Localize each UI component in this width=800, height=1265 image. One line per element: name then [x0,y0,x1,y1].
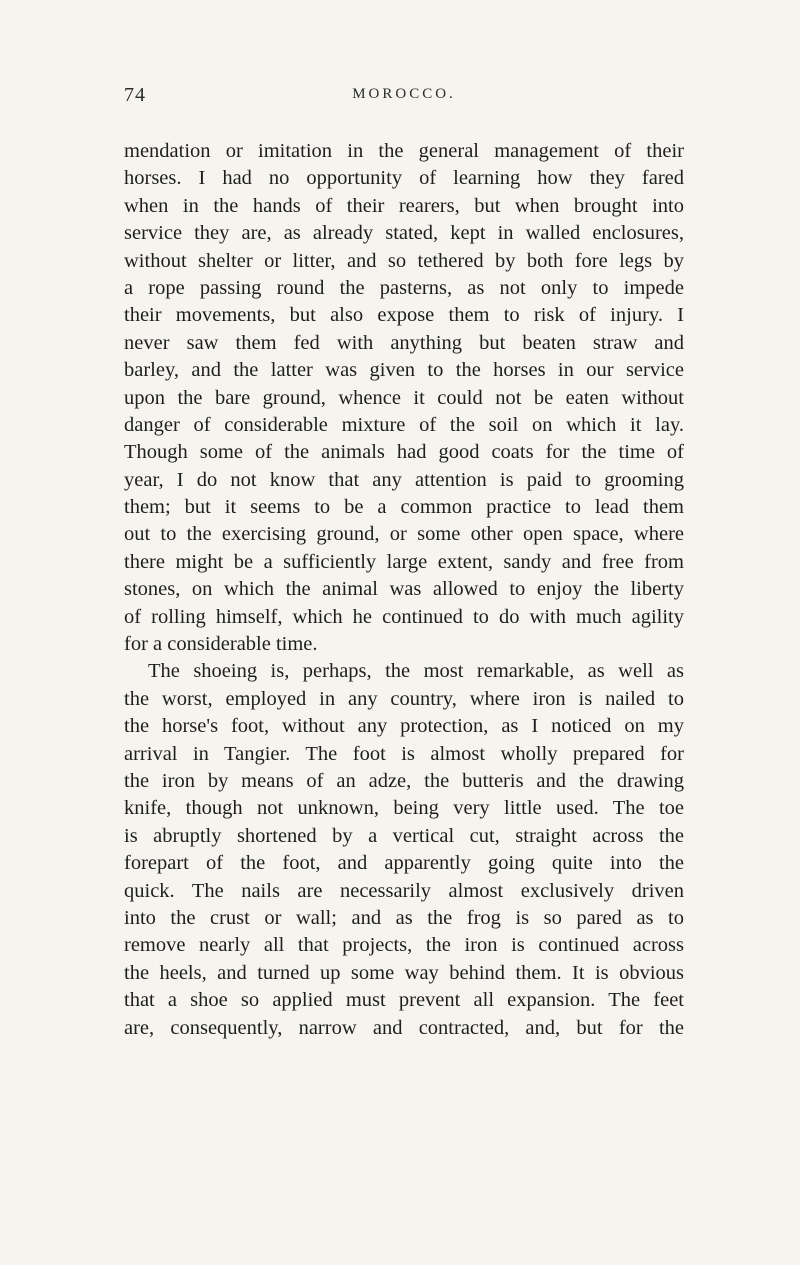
text-line: there might be a sufficiently large extent, sandy and free from [124,550,684,573]
text-line: upon the bare ground, whence it could not be eaten without [124,386,684,409]
text-line: their movements, but also expose them to risk of injury. I [124,304,684,327]
text-line: mendation or imitation in the general management of their [124,140,684,162]
text-line: the iron by means of an adze, the butteris and the drawing [124,769,684,792]
text-line: never saw them fed with anything but beaten straw and [124,331,684,354]
text-line: knife, though not unknown, being very little used. The toe [124,797,684,820]
text-line: them; but it seems to be a common practice to lead them [124,496,684,519]
text-line: the horse's foot, without any protection, as I noticed on my [124,715,684,738]
text-line: The shoeing is, perhaps, the most remarkable, as well as [148,660,684,683]
paragraph-2 [124,658,684,1041]
text-line: barley, and the latter was given to the horses in our service [124,359,684,382]
text-line: that a shoe so applied must prevent all expansion. The feet [124,989,684,1012]
text-line: horses. I had no opportunity of learning how they fared [124,167,684,190]
text-line: service they are, as already stated, kept in walled enclosures, [124,222,684,245]
running-head [124,84,684,112]
text-line: quick. The nails are necessarily almost exclusively driven [124,879,684,902]
text-line: without shelter or litter, and so tethered by both fore legs by [124,249,684,272]
text-line: year, I do not know that any attention is paid to grooming [124,468,684,491]
text-line: of rolling himself, which he continued to do with much agility [124,605,684,628]
text-line: when in the hands of their rearers, but when brought into [124,194,684,217]
text-line: a rope passing round the pasterns, as not only to impede [124,276,684,299]
page-number: 74 [124,84,146,106]
text-line: stones, on which the animal was allowed to enjoy the liberty [124,578,684,601]
text-line: is abruptly shortened by a vertical cut, straight across the [124,824,684,847]
text-line: forepart of the foot, and apparently going quite into the [124,852,684,875]
text-line: the worst, employed in any country, where iron is nailed to [124,687,684,710]
text-line: Though some of the animals had good coats for the time of [124,441,684,464]
text-line: into the crust or wall; and as the frog is so pared as to [124,906,684,929]
running-title: MOROCCO. [352,86,456,102]
text-line: remove nearly all that projects, the iron is continued across [124,934,684,957]
text-line: for a considerable time. [124,633,318,656]
text-line: out to the exercising ground, or some other open space, where [124,523,684,546]
text-line: the heels, and turned up some way behind them. It is obvious [124,961,684,984]
text-line: are, consequently, narrow and contracted, and, but for the [124,1016,684,1039]
text-line: arrival in Tangier. The foot is almost wholly prepared for [124,742,684,765]
body-text [124,138,684,1042]
paragraph-1 [124,138,684,658]
text-line: danger of considerable mixture of the soil on which it lay. [124,413,684,436]
